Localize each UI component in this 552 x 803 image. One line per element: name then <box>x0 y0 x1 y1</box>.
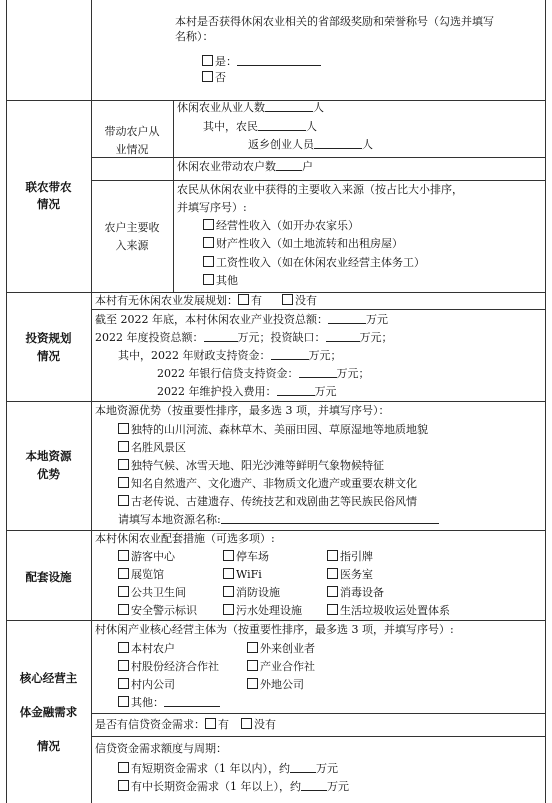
checkbox[interactable] <box>118 604 129 615</box>
investment-loan: 2022 年银行信贷支持资金： 万元； <box>157 367 370 380</box>
employment-label: 带动农户从 <box>104 125 160 138</box>
awards-question-cont: 名称）： <box>175 30 214 43</box>
facility-option[interactable]: 停车场 <box>223 550 269 564</box>
checkbox[interactable] <box>118 423 129 434</box>
checkbox[interactable] <box>118 459 129 470</box>
row-divider <box>6 292 546 293</box>
checkbox[interactable] <box>203 219 214 230</box>
checkbox[interactable] <box>202 71 213 82</box>
checkbox[interactable] <box>223 604 234 615</box>
checkbox[interactable] <box>223 550 234 561</box>
investment-loan-blank[interactable] <box>299 367 337 378</box>
checkbox[interactable] <box>238 294 249 305</box>
income-option[interactable]: 工资性收入（如在休闲农业经营主体务工） <box>203 256 425 270</box>
checkbox[interactable] <box>327 586 338 597</box>
checkbox[interactable] <box>118 678 129 689</box>
entity-option[interactable]: 本村农户 <box>118 642 175 656</box>
awards-yes-option[interactable]: 是： <box>202 55 321 69</box>
facility-option[interactable]: 消防设施 <box>223 586 280 600</box>
resource-option[interactable]: 知名自然遗产、文化遗产、非物质文化遗产或重要农耕文化 <box>118 477 417 491</box>
finance-intro: 村休闲产业核心经营主体为（按重要性排序，最多选 3 项，并填写序号）: <box>95 623 454 636</box>
employment-returnees-blank[interactable] <box>314 138 362 149</box>
investment-section-title-cont: 情况 <box>37 349 60 363</box>
investment-total-blank[interactable] <box>328 313 366 324</box>
checkbox[interactable] <box>203 256 214 267</box>
finance-section-title: 核心经营主 <box>19 671 78 685</box>
investment-fiscal: 其中，2022 年财政支持资金： 万元； <box>118 349 342 362</box>
income-intro: 农民从休闲农业中获得的主要收入来源（按占比大小排序， <box>177 183 463 196</box>
checkbox[interactable] <box>241 718 252 729</box>
checkbox[interactable] <box>327 604 338 615</box>
entity-option[interactable]: 外来创业者 <box>247 642 315 656</box>
facility-option[interactable]: 生活垃圾收运处置体系 <box>327 604 450 618</box>
row-divider <box>91 157 546 158</box>
checkbox[interactable] <box>202 55 213 66</box>
checkbox[interactable] <box>118 696 129 707</box>
income-option[interactable]: 经营性收入（如开办农家乐） <box>203 219 359 233</box>
income-option[interactable]: 财产性收入（如土地流转和出租房屋） <box>203 237 403 251</box>
awards-question: 本村是否获得休闲农业相关的省部级奖励和荣誉称号（勾选并填写 <box>175 15 494 28</box>
resources-section-title-cont: 优势 <box>37 467 60 481</box>
facilities-intro: 本村休闲农业配套措施（可选多项）: <box>95 532 275 545</box>
facility-option[interactable]: 展览馆 <box>118 568 164 582</box>
employment-returnees: 返乡创业人员 人 <box>248 138 373 151</box>
resource-option[interactable]: 独特的山川河流、森林草木、美丽田园、草原湿地等地质地貌 <box>118 423 428 437</box>
row-divider <box>6 530 546 531</box>
income-intro-cont: 并填写序号）: <box>177 201 247 214</box>
resource-name-blank[interactable] <box>221 513 439 524</box>
checkbox[interactable] <box>118 550 129 561</box>
checkbox[interactable] <box>118 660 129 671</box>
checkbox[interactable] <box>118 642 129 653</box>
employment-farmers: 其中，农民 人 <box>203 120 317 133</box>
short-term-option[interactable]: 有短期资金需求（1 年以内），约 万元 <box>118 762 338 776</box>
row-divider <box>91 713 546 714</box>
investment-maintenance-blank[interactable] <box>277 385 315 396</box>
entity-other-blank[interactable] <box>164 696 220 707</box>
row-divider <box>6 401 546 402</box>
investment-section-title: 投资规划 <box>25 331 72 345</box>
linkage-section-title: 联农带农 <box>25 180 72 194</box>
credit-question: 是否有信贷资金需求： 有 没有 <box>95 718 276 731</box>
facility-option[interactable]: 污水处理设施 <box>223 604 302 618</box>
checkbox[interactable] <box>247 678 258 689</box>
facility-option[interactable]: 医务室 <box>327 568 373 582</box>
households-count: 休闲农业带动农户数 户 <box>177 160 313 173</box>
row-divider <box>91 180 546 181</box>
short-term-blank[interactable] <box>290 762 316 773</box>
sub-column-divider <box>173 100 174 292</box>
resource-option[interactable]: 古老传说、古建遗存、传统技艺和戏剧曲艺等民族民俗风情 <box>118 495 417 509</box>
checkbox[interactable] <box>247 660 258 671</box>
long-term-option[interactable]: 有中长期资金需求（1 年以上），约 万元 <box>118 780 349 794</box>
finance-section-title-cont: 体金融需求 <box>19 705 78 719</box>
income-label-cont: 入来源 <box>115 239 149 252</box>
amount-intro: 信贷资金需求额度与周期： <box>95 742 227 755</box>
checkbox[interactable] <box>118 441 129 452</box>
checkbox[interactable] <box>118 477 129 488</box>
checkbox[interactable] <box>282 294 293 305</box>
resource-option[interactable]: 独特气候、冰雪天地、阳光沙滩等鲜明气象物候特征 <box>118 459 384 473</box>
employment-total: 休闲农业从业人数 人 <box>177 101 324 114</box>
investment-fiscal-blank[interactable] <box>271 349 309 360</box>
checkbox[interactable] <box>223 568 234 579</box>
checkbox[interactable] <box>205 718 216 729</box>
long-term-blank[interactable] <box>301 780 327 791</box>
facility-option[interactable]: 安全警示标识 <box>118 604 197 618</box>
households-blank[interactable] <box>276 160 302 171</box>
employment-label-cont: 业情况 <box>115 143 149 156</box>
checkbox[interactable] <box>247 642 258 653</box>
plan-question: 本村有无休闲农业发展规划： 有 没有 <box>95 294 317 307</box>
entity-option[interactable]: 外地公司 <box>247 678 304 692</box>
investment-planned: 2022 年度投资总额： 万元；投资缺口： 万元； <box>95 331 393 344</box>
row-divider <box>91 736 546 737</box>
checkbox[interactable] <box>203 237 214 248</box>
checkbox[interactable] <box>118 568 129 579</box>
facility-option[interactable]: 游客中心 <box>118 550 175 564</box>
checkbox[interactable] <box>118 762 129 773</box>
investment-planned-blank[interactable] <box>204 331 238 342</box>
row-divider <box>91 309 546 310</box>
resource-option[interactable]: 名胜风景区 <box>118 441 186 455</box>
awards-name-blank[interactable] <box>237 55 321 66</box>
row-divider <box>6 620 546 621</box>
investment-maintenance: 2022 年维护投入费用： 万元 <box>157 385 337 398</box>
linkage-section-title-cont: 情况 <box>37 197 60 211</box>
checkbox[interactable] <box>118 495 129 506</box>
employment-total-blank[interactable] <box>265 101 313 112</box>
facilities-section-title: 配套设施 <box>25 570 72 584</box>
entity-option[interactable]: 村股份经济合作社 <box>118 660 219 674</box>
awards-no-option[interactable]: 否 <box>202 71 226 85</box>
employment-farmers-blank[interactable] <box>258 120 306 131</box>
finance-section-title-end: 情况 <box>37 739 60 753</box>
resources-intro: 本地资源优势（按重要性排序，最多选 3 项，并填写序号）： <box>95 404 390 417</box>
checkbox[interactable] <box>327 550 338 561</box>
income-label: 农户主要收 <box>104 221 160 234</box>
facility-option[interactable]: WiFi <box>223 568 262 582</box>
entity-other-option[interactable]: 其他： <box>118 696 220 710</box>
facility-option[interactable]: 公共卫生间 <box>118 586 186 600</box>
checkbox[interactable] <box>327 568 338 579</box>
checkbox[interactable] <box>203 274 214 285</box>
entity-option[interactable]: 村内公司 <box>118 678 175 692</box>
entity-option[interactable]: 产业合作社 <box>247 660 315 674</box>
checkbox[interactable] <box>118 780 129 791</box>
checkbox[interactable] <box>223 586 234 597</box>
facility-option[interactable]: 消毒设备 <box>327 586 384 600</box>
resources-section-title: 本地资源 <box>25 449 72 463</box>
investment-total: 截至 2022 年底，本村休闲农业产业投资总额： 万元 <box>95 313 388 326</box>
income-option[interactable]: 其他 <box>203 274 238 288</box>
facility-option[interactable]: 指引牌 <box>327 550 373 564</box>
resource-name-prompt: 请填写本地资源名称: <box>118 513 439 527</box>
investment-gap-blank[interactable] <box>326 331 360 342</box>
checkbox[interactable] <box>118 586 129 597</box>
